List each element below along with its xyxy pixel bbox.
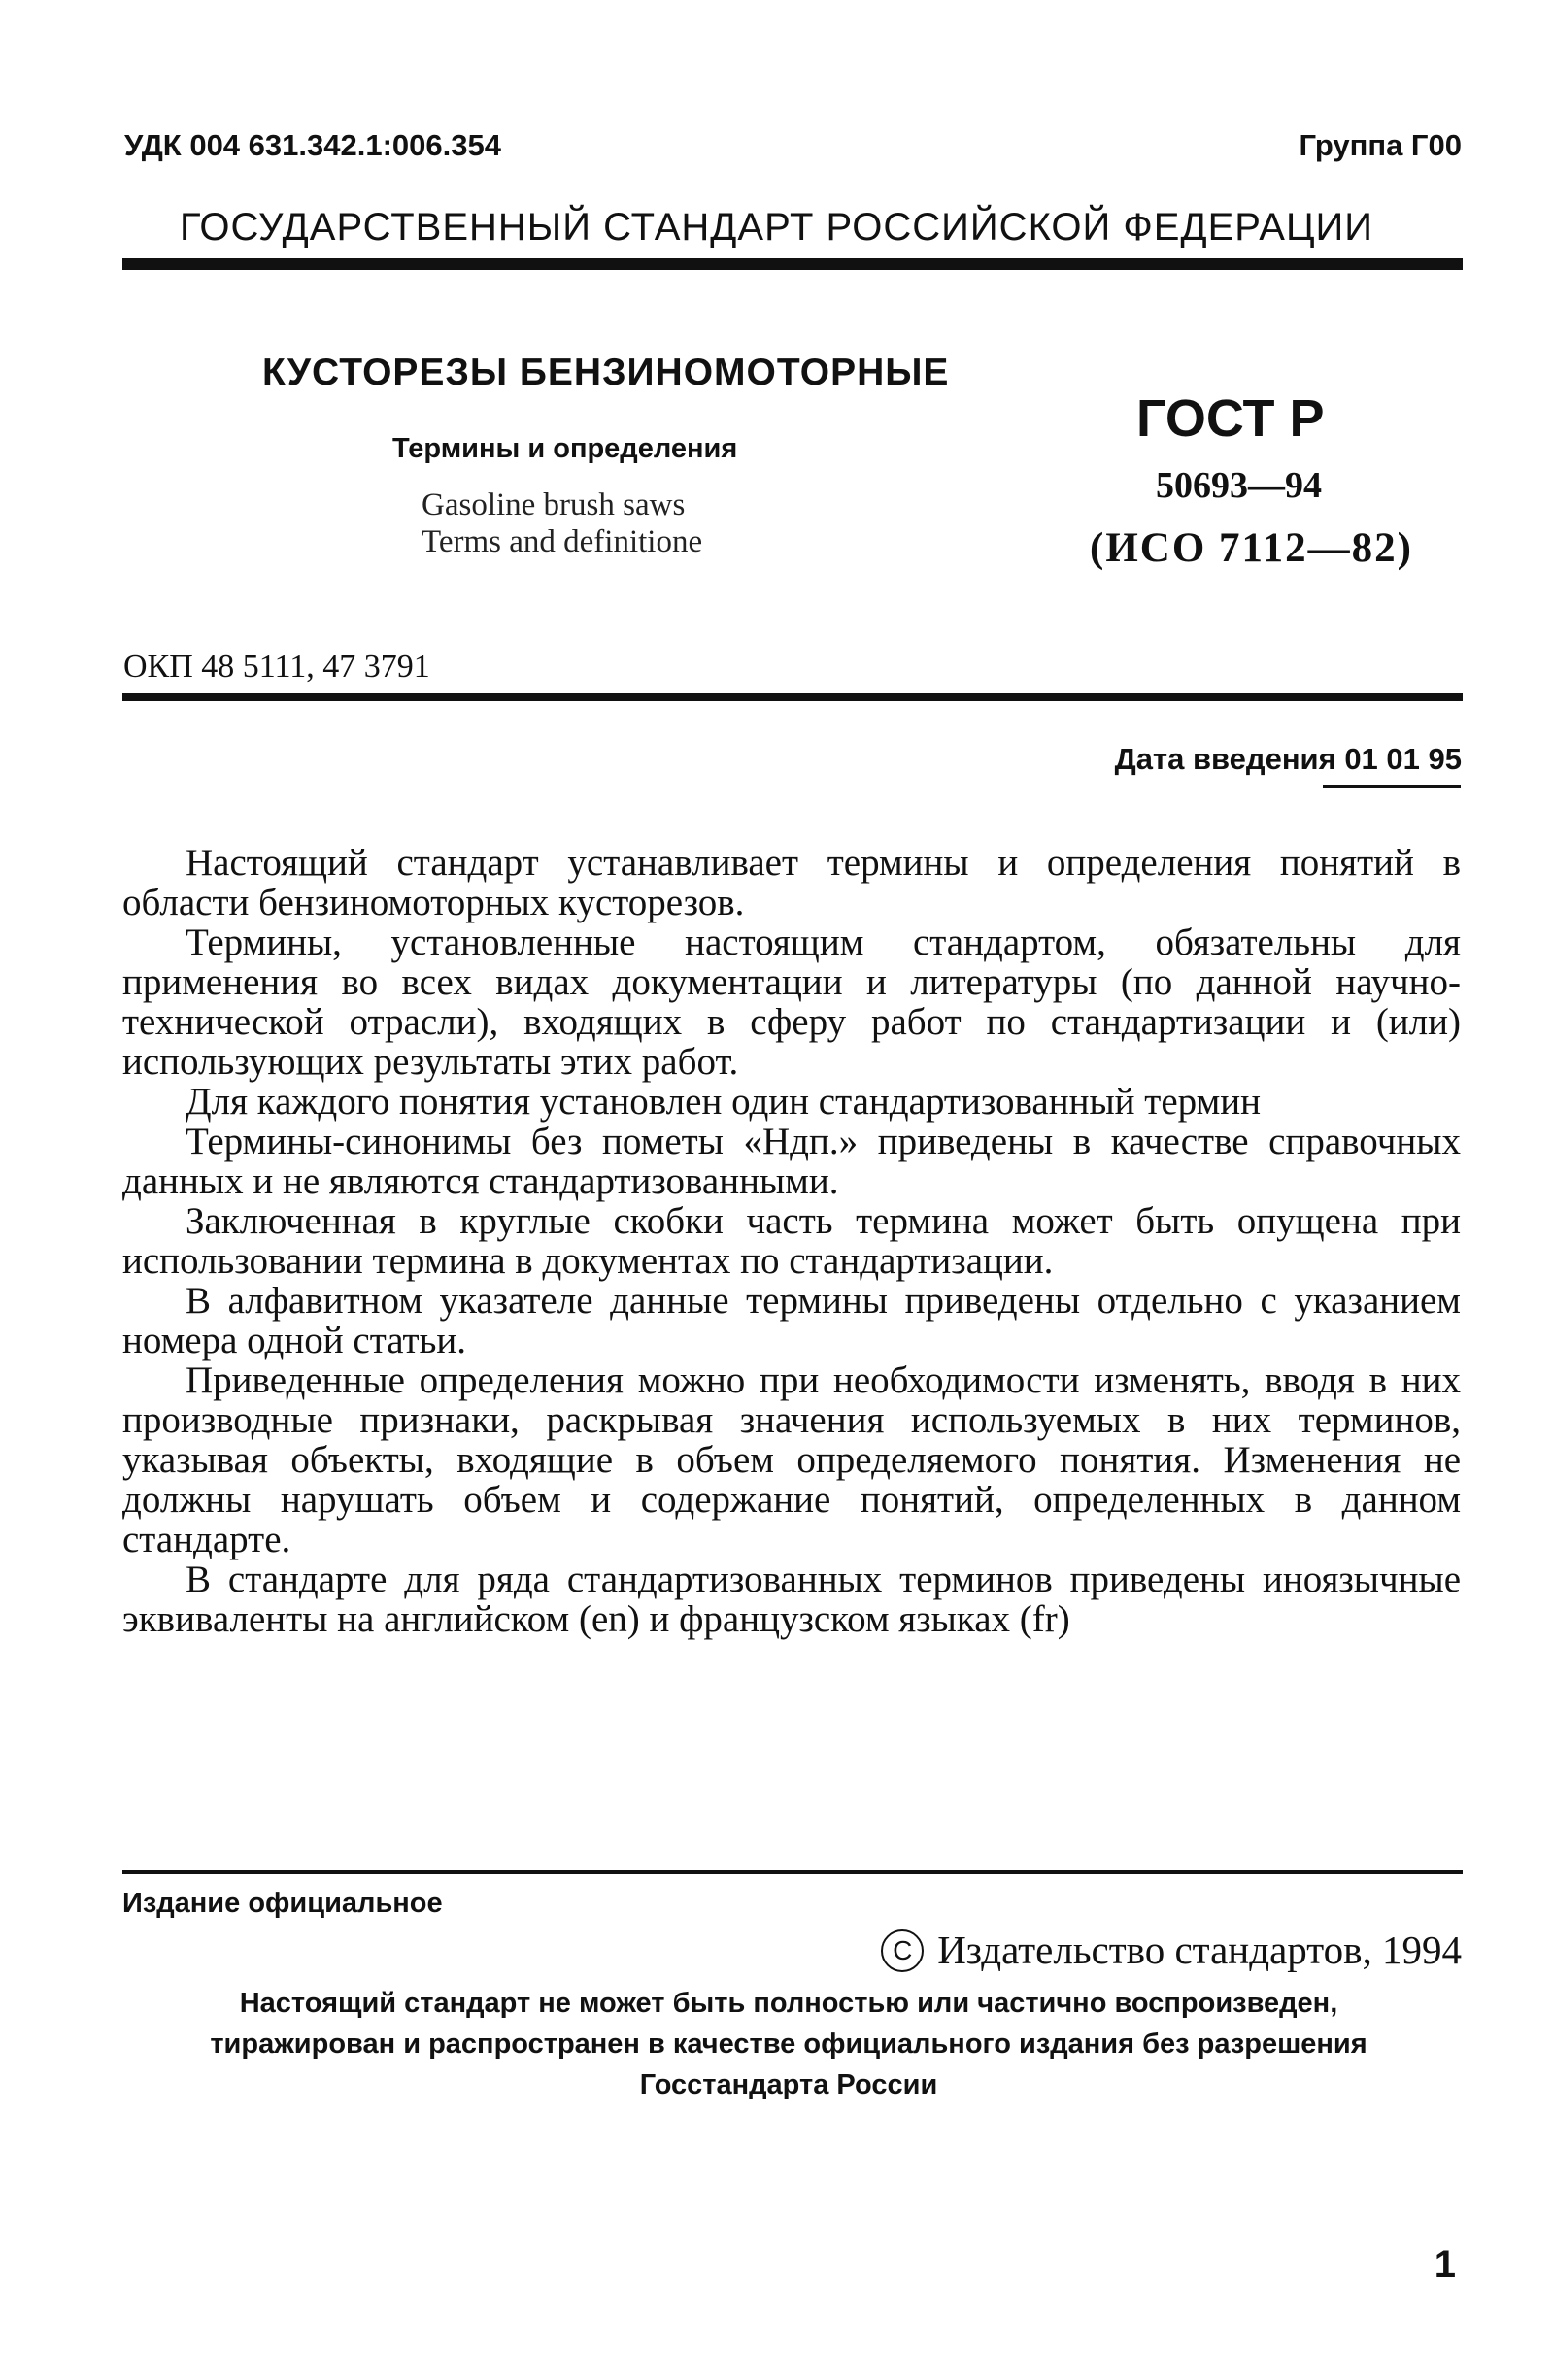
body-text: [122, 843, 1461, 1639]
copyright-line: [881, 1927, 1462, 1973]
notice-line: тиражирован и распространен в качестве официального издания без разрешения: [210, 2028, 1367, 2060]
english-title: Gasoline brush saws: [422, 487, 686, 522]
gost-label: ГОСТ Р: [1136, 389, 1325, 448]
paragraph: Термины-синонимы без пометы «Ндп.» приведены в качестве справочных данных и не являются стандартизованными.: [122, 1121, 1461, 1202]
gost-number: 50693—94: [1156, 465, 1322, 506]
state-standard-heading: ГОСУДАРСТВЕННЫЙ СТАНДАРТ РОССИЙСКОЙ ФЕДЕРАЦИИ: [179, 206, 1374, 249]
footer-rule: [122, 1870, 1463, 1874]
paragraph: В алфавитном указателе данные термины приведены отдельно с указанием номера одной статьи.: [122, 1280, 1461, 1361]
paragraph: Приведенные определения можно при необходимости изменять, вводя в них производные признаки, раскрывая значения используемых в них терминов, указывая объекты, входящие в объем определяемого понятия. Изменения не должны нарушать объем и содержание понятий, определенных в данном стандарте.: [122, 1359, 1461, 1560]
english-subtitle: Terms and definitione: [422, 524, 703, 559]
okp-code: ОКП 48 5111, 47 3791: [123, 649, 430, 685]
udk-code: УДК 004 631.342.1:006.354: [124, 128, 501, 162]
okp-rule: [122, 693, 1463, 701]
paragraph: Термины, установленные настоящим стандартом, обязательны для применения во всех видах документации и литературы (по данной научно-технической отрасли), входящих в сферу работ по стандартизации и (или) использующих результаты этих работ.: [122, 922, 1461, 1083]
paragraph: Для каждого понятия установлен один стандартизованный термин: [186, 1081, 1261, 1123]
reproduction-notice: [115, 1983, 1463, 2105]
copyright-text: Издательство стандартов, 1994: [937, 1927, 1462, 1972]
document-title: КУСТОРЕЗЫ БЕНЗИНОМОТОРНЫЕ: [262, 352, 950, 393]
notice-line: Настоящий стандарт не может быть полностью или частично воспроизведен,: [239, 1988, 1338, 2019]
official-edition-label: Издание официальное: [122, 1888, 443, 1919]
paragraph: Заключенная в круглые скобки часть термина может быть опущена при использовании термина в документах по стандартизации.: [122, 1200, 1461, 1282]
paragraph: В стандарте для ряда стандартизованных терминов приведены иноязычные эквиваленты на английском (en) и французском языках (fr): [122, 1559, 1461, 1640]
page-number: 1: [1434, 2243, 1456, 2286]
introduction-date: Дата введения 01 01 95: [1114, 742, 1462, 776]
notice-line: Госстандарта России: [639, 2069, 938, 2100]
copyright-icon: C: [881, 1929, 924, 1972]
paragraph: Настоящий стандарт устанавливает термины и определения понятий в области бензиномоторных кусторезов.: [122, 842, 1461, 923]
document-subtitle: Термины и определения: [392, 433, 738, 464]
iso-reference: (ИСО 7112—82): [1090, 525, 1413, 571]
header-rule: [122, 258, 1463, 270]
group-code: Группа Г00: [1299, 128, 1462, 162]
date-underline: [1323, 785, 1461, 788]
